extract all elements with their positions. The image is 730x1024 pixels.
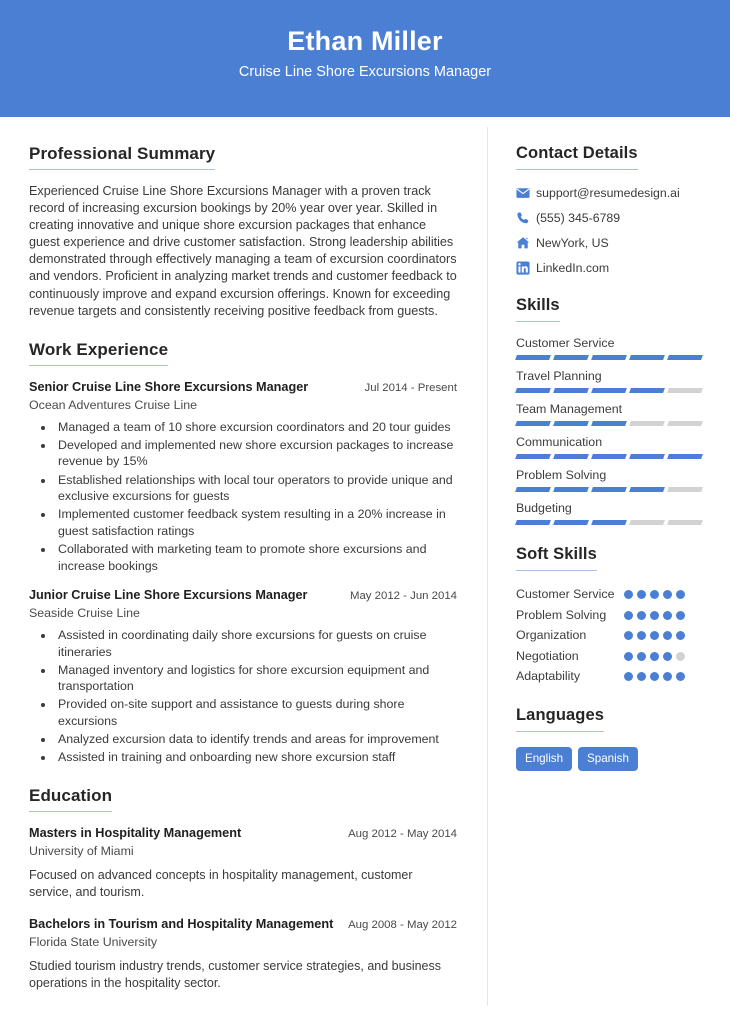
section-languages [516,705,702,771]
summary-text: Experienced Cruise Line Shore Excursions Manager with a proven track record of increasing excursion bookings by 20% year over year. Skilled in creating innovative and unique shore excursion packages that enhance guest experience and drive customer satisfaction. Strong leadership abilities demonstrated through effectively managing a team of excursion coordinators and vendors. Proficient in analyzing market trends and customer feedback to continuously improve and expand excursion offerings. Known for exceeding revenue targets and consistently receiving positive feedback from guests. [29,184,457,318]
job-bullet: • Analyzed excursion data to identify trends and areas for improvement [55,731,457,748]
job-bullet-list [29,627,457,766]
rating-dot [637,590,646,599]
skill-item [516,368,702,393]
rating-dot [637,611,646,620]
job-date: May 2012 - Jun 2014 [349,590,457,603]
skill-segment [591,454,627,459]
contact-value[interactable]: (555) 345-6789 [536,211,621,225]
page-title: Ethan Miller [287,26,443,56]
skills-list [516,335,702,525]
rating-dot [676,590,685,599]
rating-dot [663,611,672,620]
main-column [0,117,487,1024]
degree-date: Aug 2008 - May 2012 [348,918,457,931]
rating-dot [663,631,672,640]
experience-entry [29,587,457,766]
skill-segment [553,520,589,525]
section-heading-soft-skills: Soft Skills [516,544,597,571]
skill-label: Team Management [516,402,623,416]
job-bullet-list [29,419,457,574]
soft-skill-row [516,607,702,625]
rating-dot [663,672,672,681]
section-heading-languages: Languages [516,705,604,732]
contact-list [516,185,702,276]
experience-entry [29,379,457,574]
skill-item [516,434,702,459]
rating-dot [676,652,685,661]
degree-title: Bachelors in Tourism and Hospitality Management [29,916,334,931]
degree-description: Focused on advanced concepts in hospitality management, customer service, and tourism. [29,867,413,899]
contact-value[interactable]: NewYork, US [536,236,609,250]
school-name: University of Miami [29,843,134,858]
contact-row [516,185,702,201]
skill-segment [515,487,551,492]
section-work-experience [29,339,457,766]
skill-item [516,467,702,492]
degree-date: Aug 2012 - May 2014 [348,827,457,840]
soft-skill-rating [624,627,696,640]
soft-skill-row [516,627,702,645]
skill-segment [629,388,665,393]
home-icon [516,236,536,250]
skill-bar [516,454,702,459]
job-bullet: • Developed and implemented new shore excursion packages to increase revenue by 15% [55,437,457,470]
soft-skill-label: Problem Solving [516,607,607,622]
rating-dot [676,631,685,640]
experience-entry-header [29,379,457,397]
rating-dot [624,672,633,681]
skill-segment [515,454,551,459]
skill-segment [629,454,665,459]
section-contact-details [516,143,702,276]
rating-dot [624,611,633,620]
skill-segment [591,487,627,492]
job-bullet: • Assisted in training and onboarding new shore excursion staff [55,749,457,766]
rating-dot [663,590,672,599]
resume-body [0,117,730,1024]
contact-value[interactable]: LinkedIn.com [536,261,610,275]
sidebar-column [488,117,730,1024]
job-bullet: • Managed inventory and logistics for shore excursion equipment and transportation [55,662,457,695]
section-skills [516,295,702,525]
soft-skill-label: Organization [516,628,587,642]
contact-row [516,210,702,226]
skill-segment [667,355,703,360]
contact-row [516,260,702,276]
soft-skill-label: Customer Service [516,587,615,601]
section-soft-skills [516,544,702,686]
skill-label: Communication [516,435,603,449]
phone-icon [516,211,536,225]
contact-value[interactable]: support@resumedesign.ai [536,186,680,200]
rating-dot [624,652,633,661]
skill-segment [515,520,551,525]
contact-row [516,235,702,251]
degree-description: Studied tourism industry trends, customer service strategies, and business operations in the hospitality sector. [29,958,441,990]
skill-segment [629,520,665,525]
skill-bar [516,421,702,426]
skill-bar [516,355,702,360]
language-chip[interactable]: English [516,747,572,771]
language-chip[interactable]: Spanish [578,747,638,771]
soft-skill-row [516,648,702,666]
skill-segment [515,421,551,426]
skill-bar [516,388,702,393]
skill-segment [667,520,703,525]
skill-segment [591,388,627,393]
job-bullet: • Assisted in coordinating daily shore excursions for guests on cruise itineraries [55,627,457,660]
education-entry-header [29,916,457,934]
skill-segment [553,487,589,492]
job-bullet: • Provided on-site support and assistance to guests during shore excursions [55,696,457,729]
rating-dot [637,631,646,640]
resume-header [0,0,730,117]
job-date: Jul 2014 - Present [364,381,457,394]
rating-dot [650,672,659,681]
job-bullet: • Established relationships with local tour operators to provide unique and exclusive excursions for guests [55,472,457,505]
experience-entry-header [29,587,457,605]
skill-label: Budgeting [516,501,572,515]
soft-skill-rating [624,648,696,661]
job-bullet: • Collaborated with marketing team to promote shore excursions and increase bookings [55,541,457,574]
section-heading-experience: Work Experience [29,339,168,366]
rating-dot [676,672,685,681]
soft-skill-label: Adaptability [516,669,581,683]
rating-dot [663,652,672,661]
job-title: Junior Cruise Line Shore Excursions Manager [29,588,308,603]
skill-segment [667,454,703,459]
soft-skills-list [516,586,702,686]
skill-segment [667,421,703,426]
company-name: Ocean Adventures Cruise Line [29,397,198,412]
section-education [29,785,457,992]
education-entry-header [29,825,457,843]
skill-label: Customer Service [516,336,615,350]
company-name: Seaside Cruise Line [29,606,140,621]
soft-skill-rating [624,668,696,681]
skill-segment [553,388,589,393]
rating-dot [676,611,685,620]
school-name: Florida State University [29,934,158,949]
job-bullet: • Implemented customer feedback system resulting in a 20% increase in guest satisfaction ratings [55,506,457,539]
job-bullet: • Managed a team of 10 shore excursion coordinators and 20 tour guides [55,419,457,436]
skill-bar [516,520,702,525]
section-heading-skills: Skills [516,295,560,322]
skill-segment [667,487,703,492]
skill-item [516,500,702,525]
rating-dot [650,611,659,620]
education-entry [29,916,457,992]
skill-segment [553,454,589,459]
skill-bar [516,487,702,492]
skill-segment [667,388,703,393]
skill-label: Travel Planning [516,369,602,383]
skill-segment [553,355,589,360]
rating-dot [650,590,659,599]
section-heading-education: Education [29,785,112,812]
soft-skill-rating [624,586,696,599]
envelope-icon [516,186,536,200]
rating-dot [624,631,633,640]
skill-item [516,335,702,360]
education-list [29,825,457,992]
soft-skill-row [516,586,702,604]
skill-segment [629,421,665,426]
skill-segment [515,388,551,393]
rating-dot [650,631,659,640]
soft-skill-rating [624,607,696,620]
languages-list [516,747,702,771]
skill-segment [591,421,627,426]
section-heading-summary: Professional Summary [29,143,215,170]
skill-segment [553,421,589,426]
experience-list [29,379,457,766]
linkedin-icon [516,261,536,275]
degree-title: Masters in Hospitality Management [29,825,242,840]
skill-segment [591,520,627,525]
skill-label: Problem Solving [516,468,607,482]
soft-skill-label: Negotiation [516,648,579,663]
section-professional-summary [29,143,457,320]
rating-dot [637,672,646,681]
rating-dot [637,652,646,661]
section-heading-contact: Contact Details [516,143,638,170]
soft-skill-row [516,668,702,686]
rating-dot [650,652,659,661]
skill-segment [629,355,665,360]
skill-segment [515,355,551,360]
skill-segment [629,487,665,492]
skill-segment [591,355,627,360]
header-subtitle: Cruise Line Shore Excursions Manager [238,64,492,80]
job-title: Senior Cruise Line Shore Excursions Manager [29,379,309,394]
skill-item [516,401,702,426]
rating-dot [624,590,633,599]
education-entry [29,825,457,901]
